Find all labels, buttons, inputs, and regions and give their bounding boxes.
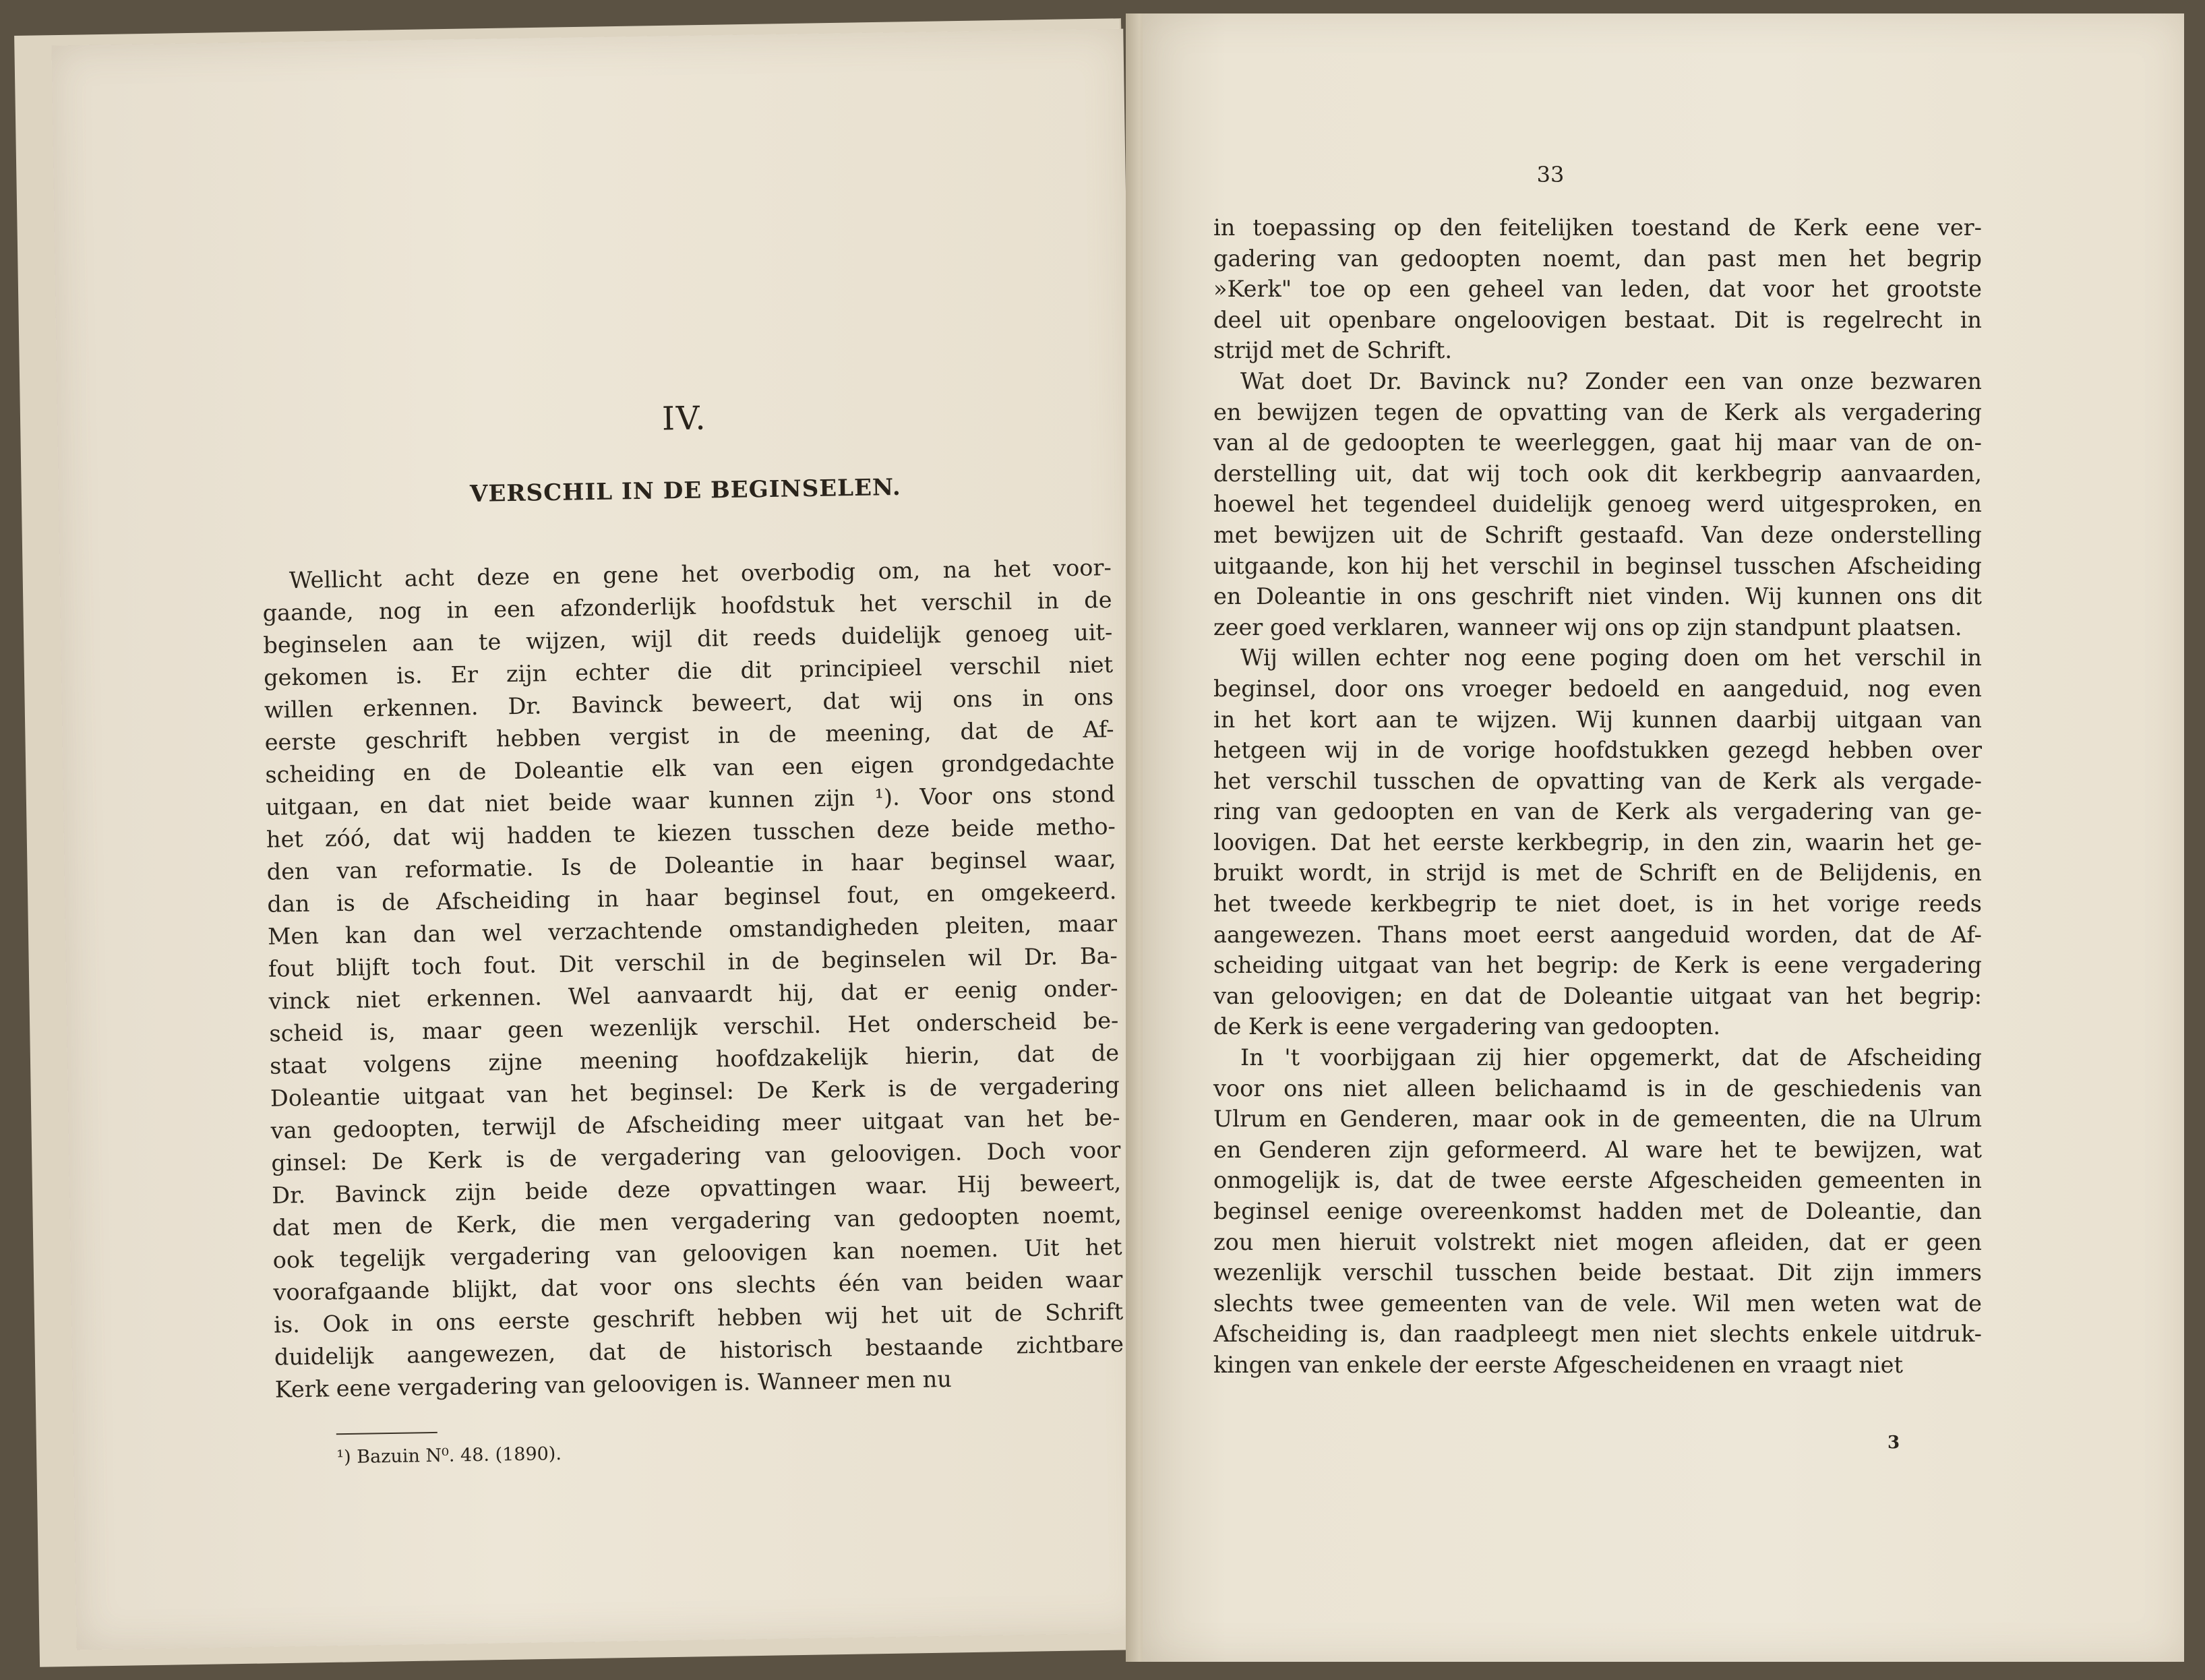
text-line: van gedoopten, terwijl de Afscheiding meer uitgaat van het be- [270,1104,1120,1144]
text-line: gadering van gedoopten noemt, dan past men het begrip [1213,245,1982,272]
text-line: het verschil tusschen de opvatting van de Kerk als vergade- [1213,767,1982,794]
text-line: Afscheiding is, dan raadpleegt men niet slechts enkele uitdruk- [1213,1321,1982,1348]
text-line: willen erkennen. Dr. Bavinck beweert, dat wij ons in ons [264,684,1114,723]
text-line: scheiding uitgaat van het begrip: de Kerk is eene vergadering [1213,952,1982,979]
text-line: en bewijzen tegen de opvatting van de Kerk als vergadering [1213,398,1982,425]
text-line: eerste geschrift hebben vergist in de meening, dat de Af- [264,716,1114,756]
text-line: ginsel: De Kerk is de vergadering van geloovigen. Doch voor [271,1136,1121,1176]
text-line: wezenlijk verschil tusschen beide bestaat. Dit zijn immers [1213,1259,1982,1286]
text-line: fout blijft toch fout. Dit verschil in de beginselen wil Dr. Ba- [268,942,1118,982]
text-line: derstelling uit, dat wij toch ook dit kerkbegrip aanvaarden, [1213,460,1982,487]
chapter-number: IV. [661,399,707,438]
signature-mark: 3 [1887,1433,1900,1453]
text-line: dat men de Kerk, die men vergadering van gedoopten noemt, [272,1201,1122,1241]
chapter-title: VERSCHIL IN DE BEGINSELEN. [469,473,902,508]
text-line: deel uit openbare ongeloovigen bestaat. Dit is regelrecht in [1213,306,1982,333]
text-line: kingen van enkele der eerste Afgescheidenen en vraagt niet [1213,1351,1903,1378]
text-line: Wij willen echter nog eene poging doen om het verschil in [1240,644,1982,671]
text-line: het zóó, dat wij hadden te kiezen tusschen deze beide metho- [266,812,1116,853]
text-line: hetgeen wij in de vorige hoofdstukken gezegd hebben over [1213,737,1982,764]
text-line: slechts twee gemeenten van de vele. Wil men weten wat de [1213,1290,1982,1317]
text-line: het tweede kerkbegrip te niet doet, is in het vorige reeds [1213,891,1982,918]
text-line: beginsel eenige overeenkomst hadden met de Doleantie, dan [1213,1198,1982,1224]
text-line: uitgaan, en dat niet beide waar kunnen zijn ¹). Voor ons stond [265,780,1116,820]
text-line: gaande, nog in een afzonderlijk hoofdstuk het verschil in de [262,587,1112,626]
text-line: »Kerk" toe op een geheel van leden, dat voor het grootste [1213,276,1982,303]
text-line: zou men hieruit volstrekt niet mogen afleiden, dat er geen [1213,1228,1982,1255]
left-page [51,29,1148,1650]
text-line: van al de gedoopten te weerleggen, gaat hij maar van de on- [1213,429,1982,456]
text-line: van geloovigen; en dat de Doleantie uitgaat van het begrip: [1213,982,1982,1009]
text-line: scheiding en de Doleantie elk van een eigen grondgedachte [265,748,1115,788]
text-line: voor ons niet alleen belichaamd is in de geschiedenis van [1213,1075,1982,1102]
text-line: Kerk eene vergadering van geloovigen is. Wanneer men nu [274,1365,953,1403]
text-line: in het kort aan te wijzen. Wij kunnen daarbij uitgaan van [1213,706,1982,733]
text-line: en Doleantie in ons geschrift niet vinden. Wij kunnen ons dit [1213,583,1982,610]
text-line: Doleantie uitgaat van het beginsel: De Kerk is de vergadering [270,1071,1120,1112]
text-line: Dr. Bavinck zijn beide deze opvattingen waar. Hij beweert, [271,1168,1122,1209]
text-line: ook tegelijk vergadering van geloovigen kan noemen. Uit het [272,1233,1122,1273]
text-line: dan is de Afscheiding in haar beginsel fout, en omgekeerd. [267,877,1117,918]
text-line: en Genderen zijn geformeerd. Al ware het te bewijzen, wat [1213,1136,1982,1163]
footnote: ¹) Bazuin N⁰. 48. (1890). [336,1443,562,1468]
text-line: bruikt wordt, in strijd is met de Schrift en de Belijdenis, en [1213,860,1982,887]
text-line: voorafgaande blijkt, dat voor ons slechts één van beiden waar [273,1265,1123,1306]
text-line: duidelijk aangewezen, dat de historisch bestaande zichtbare [274,1330,1124,1371]
text-line: met bewijzen uit de Schrift gestaafd. Van deze onderstelling [1213,521,1982,548]
text-line: Men kan dan wel verzachtende omstandigheden pleiten, maar [267,909,1118,950]
text-line: Ulrum en Genderen, maar ook in de gemeenten, die na Ulrum [1213,1106,1982,1133]
left-body-text [262,551,1124,1406]
text-line: hoewel het tegendeel duidelijk genoeg werd uitgesproken, en [1213,491,1982,518]
text-line: Wat doet Dr. Bavinck nu? Zonder een van onze bezwaren [1240,367,1982,394]
text-line: in toepassing op den feitelijken toestand de Kerk eene ver- [1213,214,1982,241]
text-line: gekomen is. Er zijn echter die dit principieel verschil niet [263,651,1114,691]
text-line: zeer goed verklaren, wanneer wij ons op zijn standpunt plaatsen. [1213,613,1962,640]
text-line: loovigen. Dat het eerste kerkbegrip, in den zin, waarin het ge- [1213,829,1982,856]
text-line: strijd met de Schrift. [1213,337,1453,364]
text-line: ring van gedoopten en van de Kerk als vergadering van ge- [1213,798,1982,825]
text-line: beginselen aan te wijzen, wijl dit reeds duidelijk genoeg uit- [263,619,1113,659]
text-line: is. Ook in ons eerste geschrift hebben wij het uit de Schrift [273,1298,1124,1338]
text-line: In 't voorbijgaan zij hier opgemerkt, dat de Afscheiding [1240,1044,1982,1071]
right-body-text [1213,212,1982,1381]
text-line: uitgaande, kon hij het verschil in beginsel tusschen Afscheiding [1213,552,1982,579]
text-line: den van reformatie. Is de Doleantie in haar beginsel waar, [266,845,1116,885]
page-number: 33 [1536,162,1565,187]
text-line: onmogelijk is, dat de twee eerste Afgescheiden gemeenten in [1213,1167,1982,1194]
text-line: beginsel, door ons vroeger bedoeld en aangeduid, nog even [1213,675,1982,702]
text-line: staat volgens zijne meening hoofdzakelijk hierin, dat de [269,1039,1120,1079]
text-line: Wellicht acht deze en gene het overbodig om, na het voor- [289,554,1112,594]
text-line: vinck niet erkennen. Wel aanvaardt hij, dat er eenig onder- [268,974,1118,1015]
text-line: scheid is, maar geen wezenlijk verschil. Het onderscheid be- [269,1007,1119,1047]
footnote-rule [336,1432,437,1435]
text-line: de Kerk is eene vergadering van gedoopten. [1213,1013,1721,1040]
text-line: aangewezen. Thans moet eerst aangeduid worden, dat de Af- [1213,921,1982,948]
